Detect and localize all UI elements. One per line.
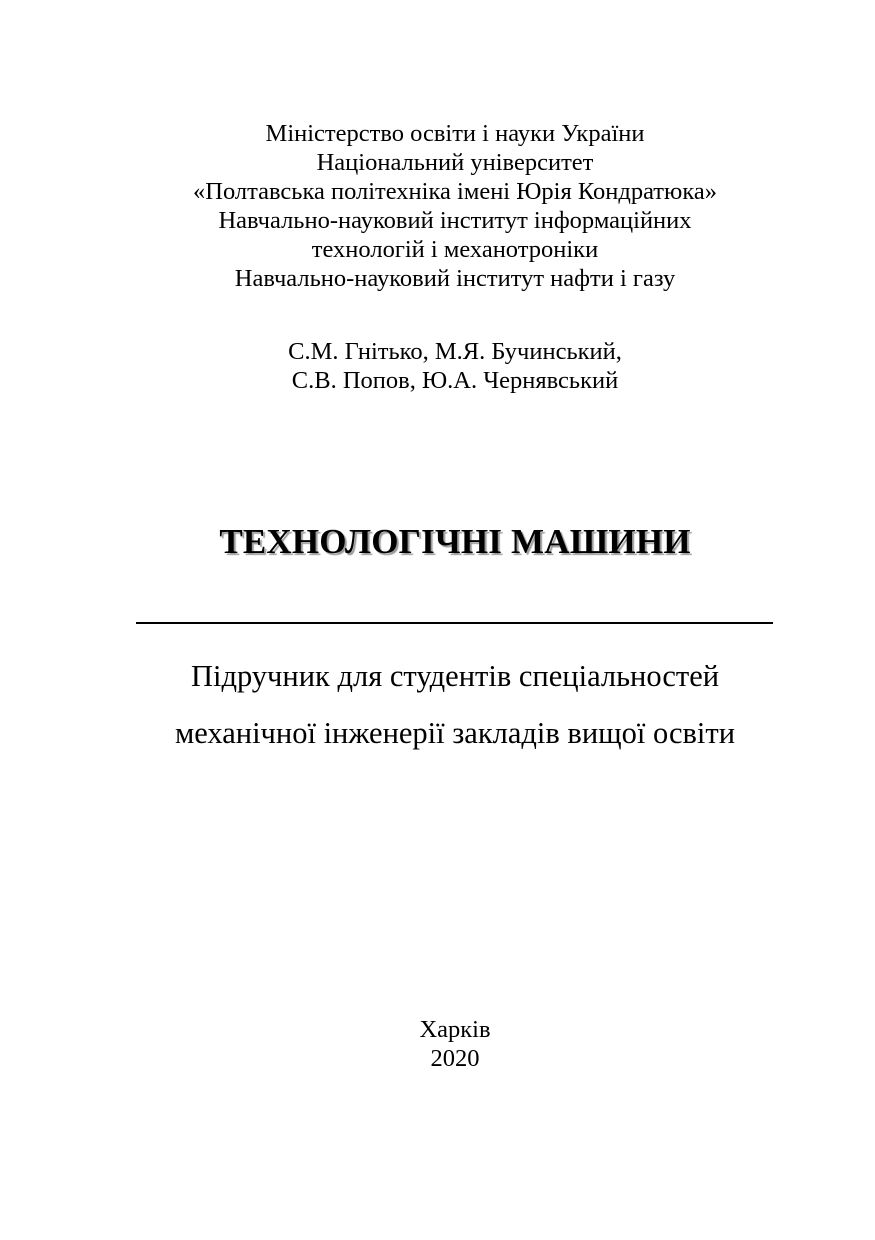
institute-it-line-2: технологій і механотроніки (311, 236, 599, 263)
book-title: ТЕХНОЛОГІЧНІ МАШИНИ (219, 522, 691, 561)
subtitle-block (0, 648, 875, 762)
institute-oil-gas-line: Навчально-науковий інститут нафти і газу (234, 265, 676, 292)
imprint-city: Харків (419, 1016, 491, 1043)
ministry-line: Міністерство освіти і науки України (265, 120, 645, 147)
horizontal-divider (136, 622, 773, 624)
subtitle-line-1: Підручник для студентів спеціальностей (190, 659, 720, 693)
imprint-year: 2020 (430, 1045, 480, 1072)
subtitle-line-2: механічної інженерії закладів вищої освіти (174, 716, 736, 750)
imprint-block (0, 1015, 875, 1073)
authors-line-1: С.М. Гнітько, М.Я. Бучинський, (288, 338, 622, 365)
university-name-line: «Полтавська політехніка імені Юрія Кондратюка» (193, 178, 717, 205)
organization-block (0, 119, 875, 293)
university-line: Національний університет (316, 149, 594, 176)
institute-it-line-1: Навчально-науковий інститут інформаційних (218, 207, 692, 234)
authors-line-2: С.В. Попов, Ю.А. Чернявський (291, 367, 619, 394)
authors-block (0, 337, 875, 395)
